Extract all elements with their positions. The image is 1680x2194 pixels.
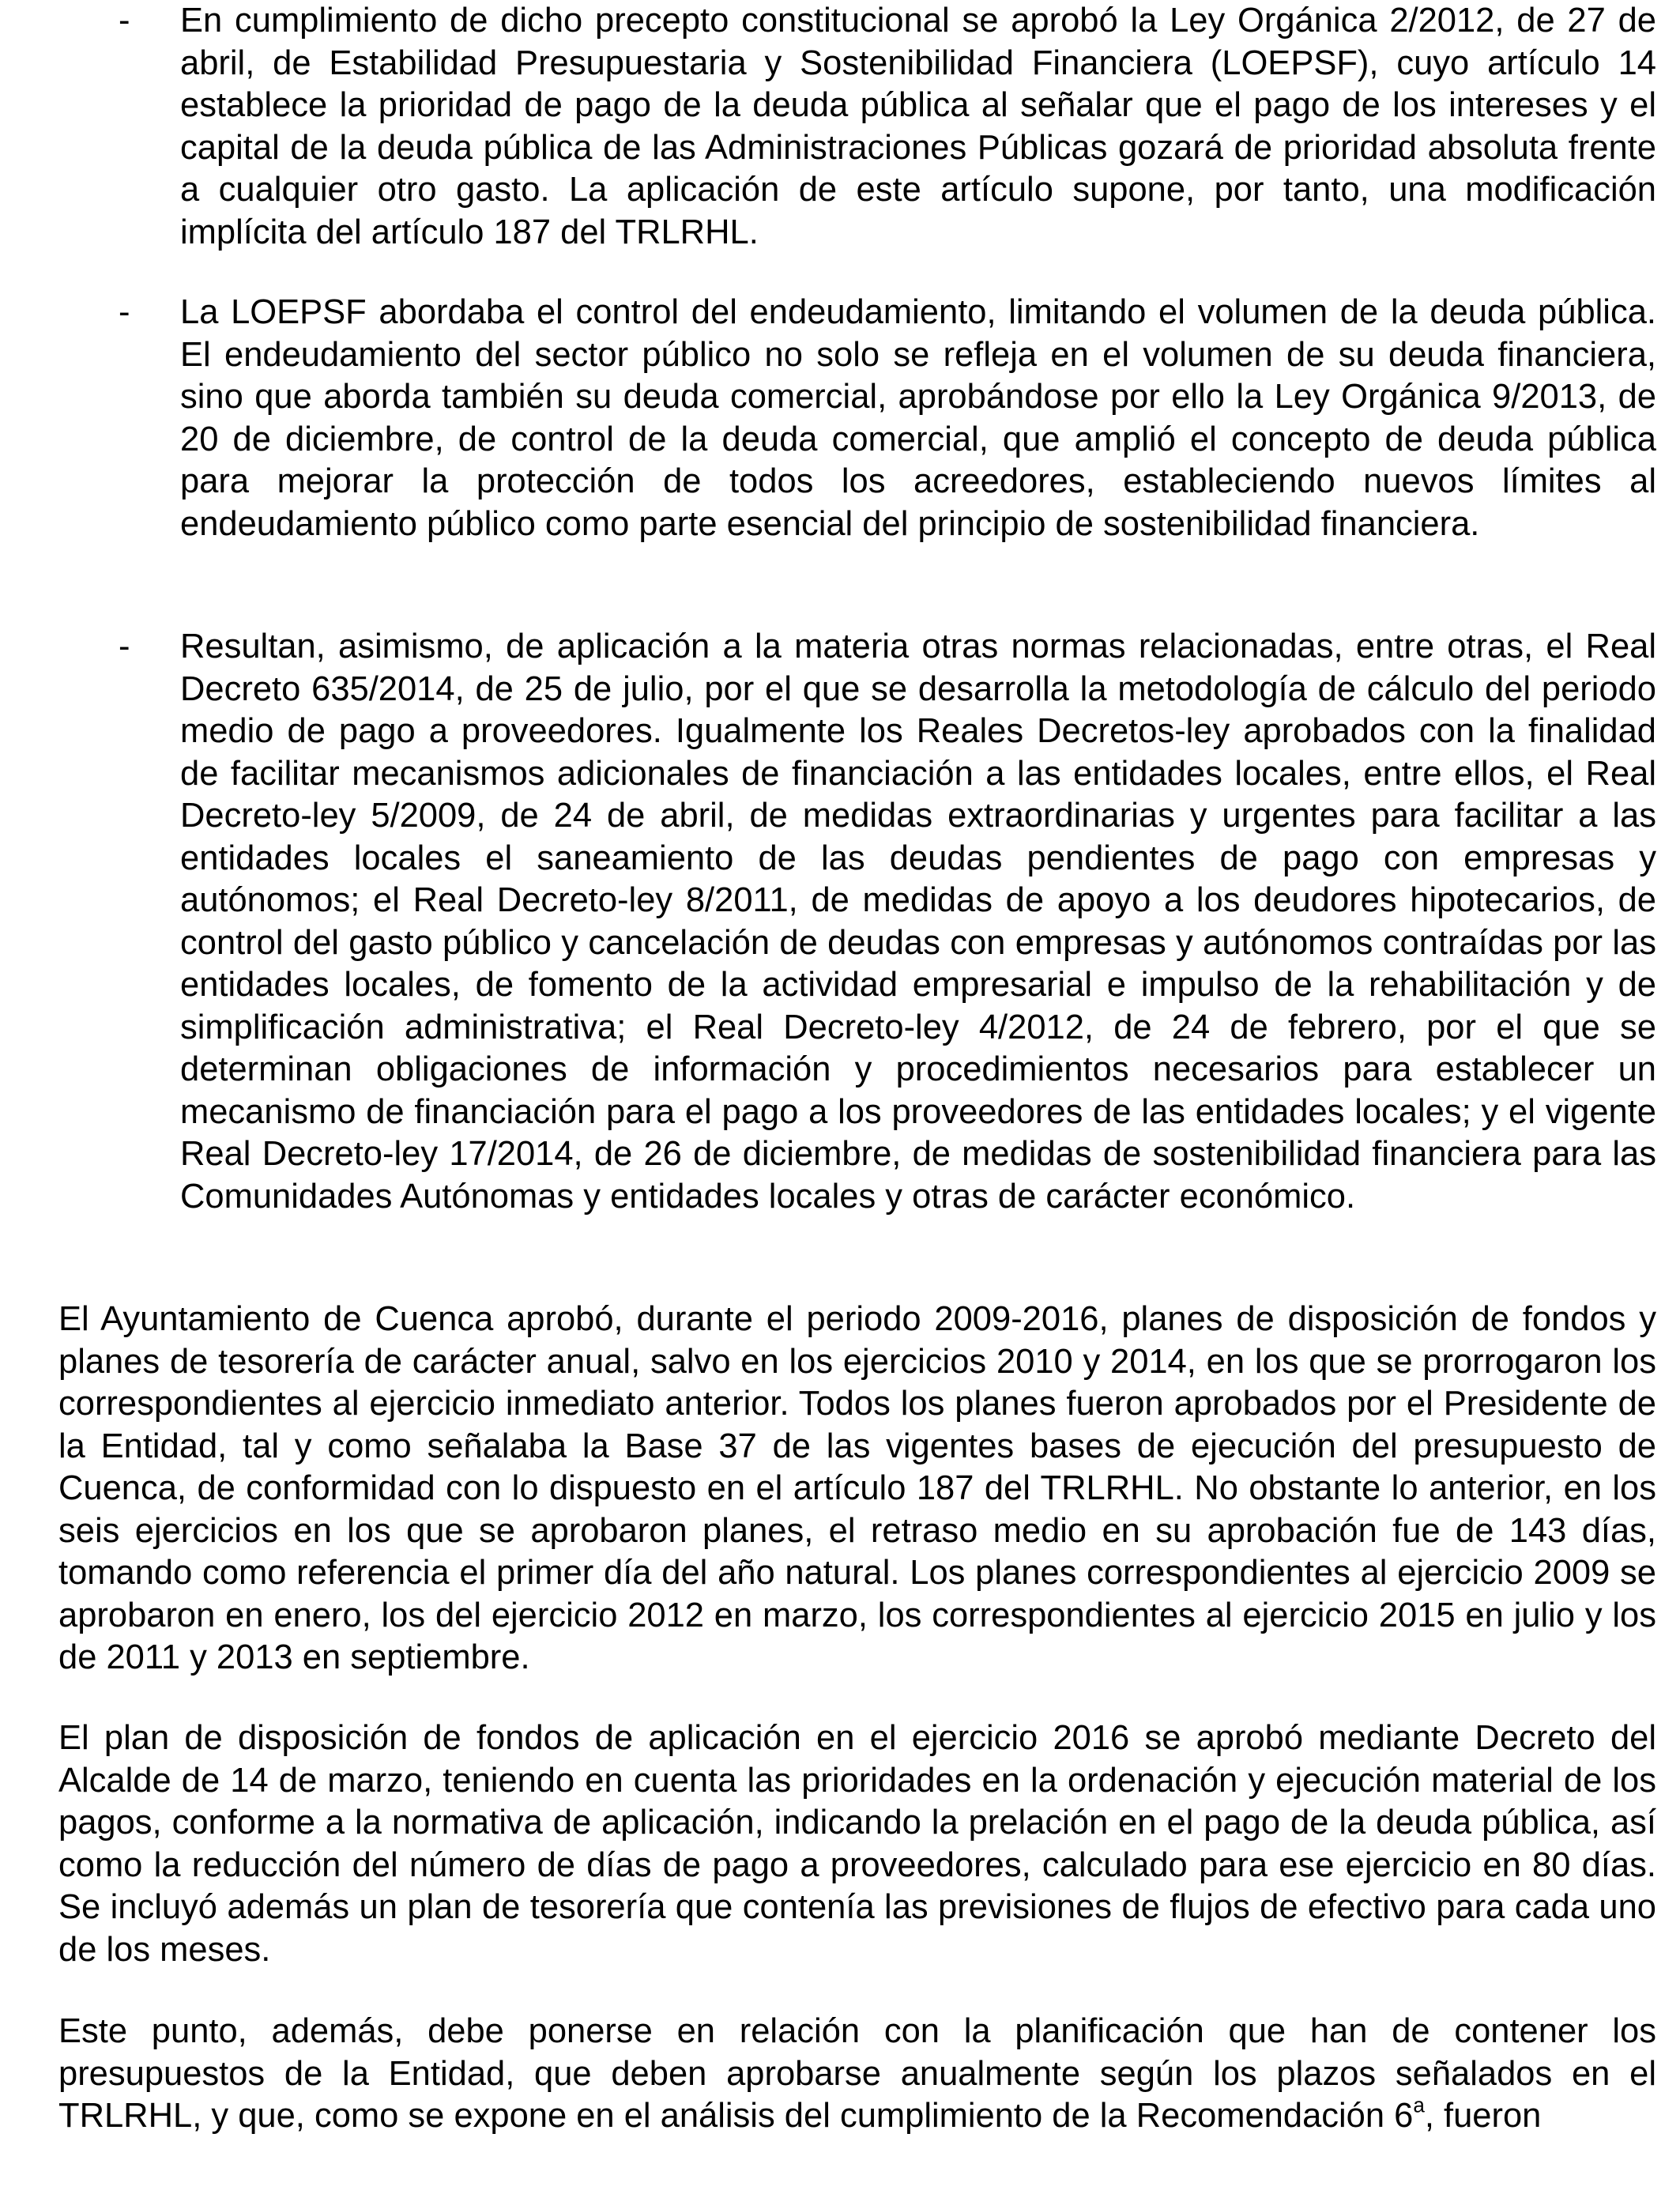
bullet-text: En cumplimiento de dicho precepto constitucional se aprobó la Ley Orgánica 2/2012, de 27 de abril, de Estabilidad Presupuestaria y Sostenibilidad Financiera (LOEPSF), cuyo artículo 14 establece la prioridad de pago de la deuda pública al señalar que el pago de los intereses y el capital de la deuda pública de las Administraciones Públicas gozará de prioridad absoluta frente a cualquier otro gasto. La aplicación de este artículo supone, por tanto, una modificación implícita del artículo 187 del TRLRHL. [180,2,1656,251]
bullet-item-debt-control [0,292,1656,545]
bullet-dash: - [119,293,130,331]
bullet-item-loepsf-approval [0,0,1656,254]
paragraph-text-after: , fueron [1424,2097,1542,2135]
paragraph-plans-approval: El Ayuntamiento de Cuenca aprobó, durante el periodo 2009-2016, planes de disposición de fondos y planes de tesorería de carácter anual, salvo en los ejercicios 2010 y 2014, en los que se prorrogaron los correspondientes al ejercicio inmediato anterior. Todos los planes fueron aprobados por el Presidente de la Entidad, tal y como señalaba la Base 37 de las vigentes bases de ejecución del presupuesto de Cuenca, de conformidad con lo dispuesto en el artículo 187 del TRLRHL. No obstante lo anterior, en los seis ejercicios en los que se aprobaron planes, el retraso medio en su aprobación fue de 143 días, tomando como referencia el primer día del año natural. Los planes correspondientes al ejercicio 2009 se aprobaron en enero, los del ejercicio 2012 en marzo, los correspondientes al ejercicio 2015 en julio y los de 2011 y 2013 en septiembre. [58,1300,1656,1676]
bullet-item-related-norms [0,626,1656,1218]
paragraph-budget-planning [58,2011,1656,2138]
bullet-dash: - [119,628,130,665]
paragraph-text-before: Este punto, además, debe ponerse en relación con la planificación que han de contener los presupuestos de la Entidad, que deben aprobarse anualmente según los plazos señalados en el TRLRHL, y que, como se expone en el análisis del cumplimiento de la Recomendación 6 [58,2012,1656,2135]
bullet-dash: - [119,2,130,40]
ordinal-superscript: a [1413,2093,1425,2117]
bullet-text: Resultan, asimismo, de aplicación a la materia otras normas relacionadas, entre otras, el Real Decreto 635/2014, de 25 de julio, por el que se desarrolla la metodología de cálculo del periodo medio de pago a proveedores. Igualmente los Reales Decretos-ley aprobados con la finalidad de facilitar mecanismos adicionales de financiación a las entidades locales, entre ellos, el Real Decreto-ley 5/2009, de 24 de abril, de medidas extraordinarias y urgentes para facilitar a las entidades locales el saneamiento de las deudas pendientes de pago con empresas y autónomos; el Real Decreto-ley 8/2011, de medidas de apoyo a los deudores hipotecarios, de control del gasto público y cancelación de deudas con empresas y autónomos contraídas por las entidades locales, de fomento de la actividad empresarial e impulso de la rehabilitación y de simplificación administrativa; el Real Decreto-ley 4/2012, de 24 de febrero, por el que se determinan obligaciones de información y procedimientos necesarios para establecer un mecanismo de financiación para el pago a los proveedores de las entidades locales; y el vigente Real Decreto-ley 17/2014, de 26 de diciembre, de medidas de sostenibilidad financiera para las Comunidades Autónomas y entidades locales y otras de carácter económico. [180,628,1656,1216]
bullet-text: La LOEPSF abordaba el control del endeudamiento, limitando el volumen de la deuda pública. El endeudamiento del sector público no solo se refleja en el volumen de su deuda financiera, sino que aborda también su deuda comercial, aprobándose por ello la Ley Orgánica 9/2013, de 20 de diciembre, de control de la deuda comercial, que amplió el concepto de deuda pública para mejorar la protección de todos los acreedores, estableciendo nuevos límites al endeudamiento público como parte esencial del principio de sostenibilidad financiera. [180,293,1656,543]
paragraph-plan-2016: El plan de disposición de fondos de aplicación en el ejercicio 2016 se aprobó mediante Decreto del Alcalde de 14 de marzo, teniendo en cuenta las prioridades en la ordenación y ejecución material de los pagos, conforme a la normativa de aplicación, indicando la prelación en el pago de la deuda pública, así como la reducción del número de días de pago a proveedores, calculado para ese ejercicio en 80 días. Se incluyó además un plan de tesorería que contenía las previsiones de flujos de efectivo para cada uno de los meses. [58,1719,1656,1969]
